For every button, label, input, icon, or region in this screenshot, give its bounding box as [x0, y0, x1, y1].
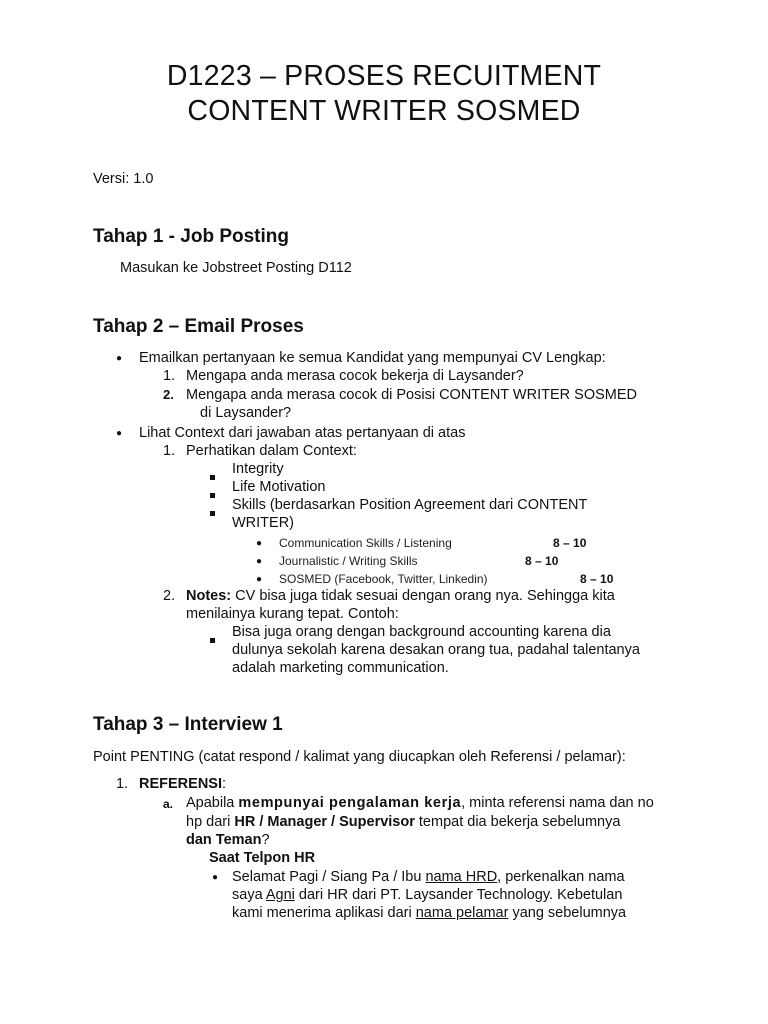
- bullet-dot-icon: ●: [256, 556, 263, 567]
- s3-pre: kami menerima aplikasi dari: [232, 905, 416, 921]
- c1-text: Perhatikan dalam Context:: [186, 443, 357, 459]
- square-bullet-icon: [210, 630, 215, 648]
- c1-number: 1.: [163, 443, 176, 459]
- s1-pre: Selamat Pagi / Siang Pa / Ibu: [232, 869, 426, 885]
- ref-label: REFERENSI: [139, 776, 222, 792]
- q2-text-line1: Mengapa anda merasa cocok di Posisi CONTENT WRITER SOSMED: [186, 387, 637, 403]
- tahap1-text: Masukan ke Jobstreet Posting D112: [120, 260, 352, 276]
- skill-row-label: Communication Skills / Listening: [279, 536, 452, 550]
- s3-underlined: nama pelamar: [415, 905, 509, 921]
- a-bold: mempunyai pengalaman kerja: [238, 795, 462, 811]
- a-line1: [186, 795, 654, 811]
- example-line2: dulunya sekolah karena desakan orang tua, padahal talentanya: [232, 642, 640, 658]
- square-bullet-icon: [210, 503, 215, 521]
- q2-number: 2.: [163, 387, 174, 402]
- tahap2-bullet2: Lihat Context dari jawaban atas pertanyaan di atas: [139, 425, 466, 441]
- a2-post: tempat dia bekerja sebelumnya: [414, 814, 621, 830]
- bullet-dot-icon: ●: [256, 574, 263, 585]
- q2-text-line2: di Laysander?: [200, 405, 292, 421]
- document-title-line2: CONTENT WRITER SOSMED: [187, 95, 581, 127]
- document-title-line1: D1223 – PROSES RECUITMENT: [166, 60, 602, 92]
- tahap1-heading: Tahap 1 - Job Posting: [93, 226, 289, 247]
- a3-post: ?: [261, 832, 270, 848]
- notes-label: Notes:: [186, 588, 232, 604]
- s2-post: dari HR dari PT. Laysander Technology. Kebetulan: [294, 887, 623, 903]
- ref-colon: :: [222, 776, 227, 792]
- context-item-skills-line2: WRITER): [232, 515, 295, 531]
- tahap2-heading: Tahap 2 – Email Proses: [93, 316, 304, 337]
- a2-pre: hp dari: [186, 814, 235, 830]
- ref-heading: [139, 776, 226, 792]
- context-item-integrity: Integrity: [232, 461, 284, 477]
- bullet-dot-icon: ●: [212, 872, 219, 883]
- script-line1: [232, 869, 625, 885]
- skill-row-score: 8 – 10: [553, 536, 587, 550]
- s3-post: yang sebelumnya: [508, 905, 627, 921]
- version-label: Versi: 1.0: [93, 171, 154, 187]
- a-line3: [186, 832, 270, 848]
- s1-post: , perkenalkan nama: [497, 869, 625, 885]
- q1-number: 1.: [163, 368, 176, 384]
- q1-text: Mengapa anda merasa cocok bekerja di Laysander?: [186, 368, 524, 384]
- a-letter: a.: [163, 797, 174, 811]
- tahap3-heading: Tahap 3 – Interview 1: [93, 714, 283, 735]
- a2-bold: HR / Manager / Supervisor: [234, 814, 415, 830]
- skill-row-score: 8 – 10: [525, 554, 559, 568]
- square-bullet-icon: [210, 485, 215, 503]
- a-line2: [186, 814, 620, 830]
- tahap2-bullet1: Emailkan pertanyaan ke semua Kandidat yang mempunyai CV Lengkap:: [139, 350, 606, 366]
- script-line3: [232, 905, 626, 921]
- context-item-life-motivation: Life Motivation: [232, 479, 326, 495]
- a3-bold: dan Teman: [186, 832, 262, 848]
- s2-underlined: Agni: [265, 887, 295, 903]
- bullet-dot-icon: ●: [256, 538, 263, 549]
- context-item-skills-line1: Skills (berdasarkan Position Agreement dari CONTENT: [232, 497, 588, 513]
- a-pre: Apabila: [186, 795, 239, 811]
- skill-row-score: 8 – 10: [580, 572, 614, 586]
- s2-pre: saya: [232, 887, 266, 903]
- example-line3: adalah marketing communication.: [232, 660, 449, 676]
- notes-text: CV bisa juga tidak sesuai dengan orang nya. Sehingga kita: [231, 588, 615, 604]
- s1-underlined: nama HRD: [425, 869, 498, 885]
- saat-telpon-hr: Saat Telpon HR: [209, 850, 316, 866]
- square-bullet-icon: [210, 467, 215, 485]
- a-post: , minta referensi nama dan no: [461, 795, 654, 811]
- example-line1: Bisa juga orang dengan background accounting karena dia: [232, 624, 611, 640]
- ref-number: 1.: [116, 776, 129, 792]
- script-line2: [232, 887, 622, 903]
- bullet-dot-icon: ●: [116, 353, 123, 364]
- tahap3-point: Point PENTING (catat respond / kalimat yang diucapkan oleh Referensi / pelamar):: [93, 749, 626, 765]
- notes-line1: [186, 588, 615, 604]
- skill-row-label: Journalistic / Writing Skills: [279, 554, 418, 568]
- c2-number: 2.: [163, 588, 176, 604]
- notes-line2: menilainya kurang tepat. Contoh:: [186, 606, 399, 622]
- bullet-dot-icon: ●: [116, 428, 123, 439]
- skill-row-label: SOSMED (Facebook, Twitter, Linkedin): [279, 572, 488, 586]
